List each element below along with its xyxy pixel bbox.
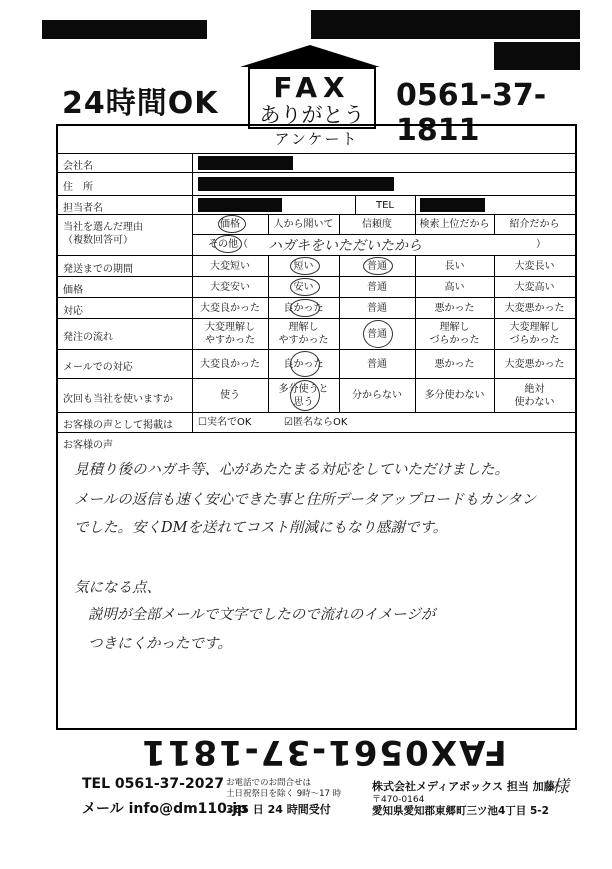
option-mail-2: 普通 [367, 358, 387, 370]
row-price [58, 277, 575, 298]
publish-real-name: ☐実名でOK [198, 417, 252, 428]
row-response [58, 298, 575, 319]
row-flow [58, 319, 575, 350]
fax-title: FAX [273, 71, 351, 104]
option-price-0: 大変安い [210, 281, 250, 293]
voice-line: 気になる点、 [74, 580, 161, 596]
option-mail-1: 良かった [283, 358, 324, 370]
reason-option-search: 検索上位だから [419, 219, 490, 230]
selection-circle [290, 351, 320, 377]
row-address [58, 173, 575, 196]
option-flow-2: 普通 [367, 328, 387, 340]
option-mail-3: 悪かった [434, 358, 475, 370]
voice-line: でした。安くDMを送れてコスト削減にもなり感謝です。 [74, 520, 448, 536]
footer-tel: TEL 0561-37-2027 [82, 776, 224, 792]
footer-fax-number-inverted: FAX0561-37-1811 [140, 732, 507, 772]
selection-circle [218, 215, 246, 233]
footer-mail: メール info@dm110.jp [82, 801, 248, 817]
option-price-1: 安い [293, 281, 314, 293]
selection-circle [214, 235, 242, 253]
header-fax-number: 0561-37-1811 [396, 78, 547, 148]
reason-other-close: ） [536, 239, 546, 250]
selection-circle [290, 278, 320, 296]
label-reason: 当社を選んだ理由 （複数回答可） [63, 222, 143, 246]
row-mail [58, 350, 575, 379]
redacted-block [198, 156, 293, 170]
option-next-1: 多分使うと 思う [278, 383, 329, 408]
redacted-block [198, 177, 394, 191]
option-period-0: 大変短い [210, 260, 250, 272]
roof-shape [240, 45, 380, 67]
row-publish [58, 413, 575, 433]
footer-zip: 〒470-0164 [372, 795, 425, 805]
option-response-3: 悪かった [434, 302, 475, 314]
selection-circle [290, 299, 320, 317]
label-next: 次回も当社を使いますか [63, 393, 173, 405]
label-price: 価格 [63, 285, 83, 296]
footer-company: 株式会社メディアボックス 担当 加藤 [372, 780, 555, 793]
row-reason [58, 215, 575, 256]
label-person: 担当者名 [63, 203, 103, 214]
reason-other-handwritten: ハガキをいただいたから [268, 238, 422, 254]
label-flow: 発注の流れ [63, 332, 113, 343]
footer-sama-handwritten: 様 [552, 777, 569, 797]
redacted-block [42, 20, 207, 39]
option-period-2: 普通 [367, 260, 387, 272]
option-flow-0: 大変理解し やすかった [205, 322, 255, 346]
option-response-4: 大変悪かった [504, 302, 565, 314]
reason-option-trust: 信頼度 [362, 219, 392, 230]
option-price-3: 高い [444, 281, 465, 293]
footer-hours-note-2: 土日祝祭日を除く 9時〜17 時 [226, 789, 342, 799]
label-company: 会社名 [63, 161, 93, 172]
option-next-0: 使う [220, 390, 240, 401]
voice-line: 見積り後のハガキ等、心があたたまる対応をしていただけました。 [74, 462, 509, 478]
fax-subtitle: ありがとう [259, 103, 365, 127]
selection-circle [290, 380, 320, 411]
row-company [58, 154, 575, 173]
fax-box [248, 67, 376, 129]
reason-option-referral-person: 人から聞いて [273, 219, 334, 230]
option-flow-3: 理解し づらかった [429, 322, 480, 346]
voice-line: メールの返信も速く安心できた事と住所データアップロードもカンタン [74, 492, 537, 508]
row-person [58, 196, 575, 215]
option-period-1: 短い [293, 260, 314, 272]
row-next [58, 379, 575, 413]
option-next-4: 絶対 使わない [514, 383, 555, 408]
selection-circle [363, 320, 393, 348]
label-mail: メールでの対応 [63, 362, 133, 373]
option-response-2: 普通 [367, 302, 387, 314]
option-mail-0: 大変良かった [200, 358, 260, 370]
option-flow-1: 理解し やすかった [278, 322, 329, 346]
label-period: 発送までの期間 [63, 264, 133, 275]
row-period [58, 256, 575, 277]
header-24h-ok: 24時間OK [62, 86, 219, 121]
survey-form [56, 124, 577, 730]
redacted-block [420, 198, 485, 212]
voice-line: つきにくかったです。 [88, 636, 232, 652]
option-response-0: 大変良かった [200, 302, 260, 314]
option-next-3: 多分使わない [424, 390, 485, 401]
footer-hours: 365 日 24 時間受付 [226, 803, 331, 816]
footer-hours-note-1: お電話でのお問合せは [226, 778, 312, 788]
option-flow-4: 大変理解し づらかった [509, 322, 560, 346]
reason-option-price: 価格 [220, 219, 240, 230]
option-period-4: 大変長い [514, 260, 555, 272]
voice-title: お客様の声 [63, 440, 113, 451]
label-tel: TEL [376, 200, 394, 211]
selection-circle [290, 257, 320, 275]
reason-other-label: その他（ [208, 239, 248, 250]
voice-line: 説明が全部メールで文字でしたので流れのイメージが [88, 607, 436, 623]
option-mail-4: 大変悪かった [504, 358, 565, 370]
footer-address: 愛知県愛知郡東郷町三ツ池4丁目 5-2 [372, 805, 549, 817]
label-publish: お客様の声として掲載は [63, 420, 173, 431]
option-response-1: 良かった [283, 302, 324, 314]
form-title: アンケート [58, 126, 575, 154]
option-next-2: 分からない [352, 390, 402, 401]
selection-circle [363, 257, 393, 275]
option-price-2: 普通 [367, 281, 387, 293]
reason-option-introduction: 紹介だから [509, 219, 560, 230]
publish-anonymous: ☑匿名ならOK [284, 417, 348, 428]
redacted-block [198, 198, 282, 212]
option-period-3: 長い [444, 260, 465, 272]
redacted-block [311, 10, 580, 39]
option-price-4: 大変高い [514, 281, 555, 293]
redacted-block [494, 42, 580, 70]
label-address: 住 所 [63, 182, 93, 193]
label-response: 対応 [63, 306, 83, 317]
fax-house-logo [240, 45, 380, 127]
